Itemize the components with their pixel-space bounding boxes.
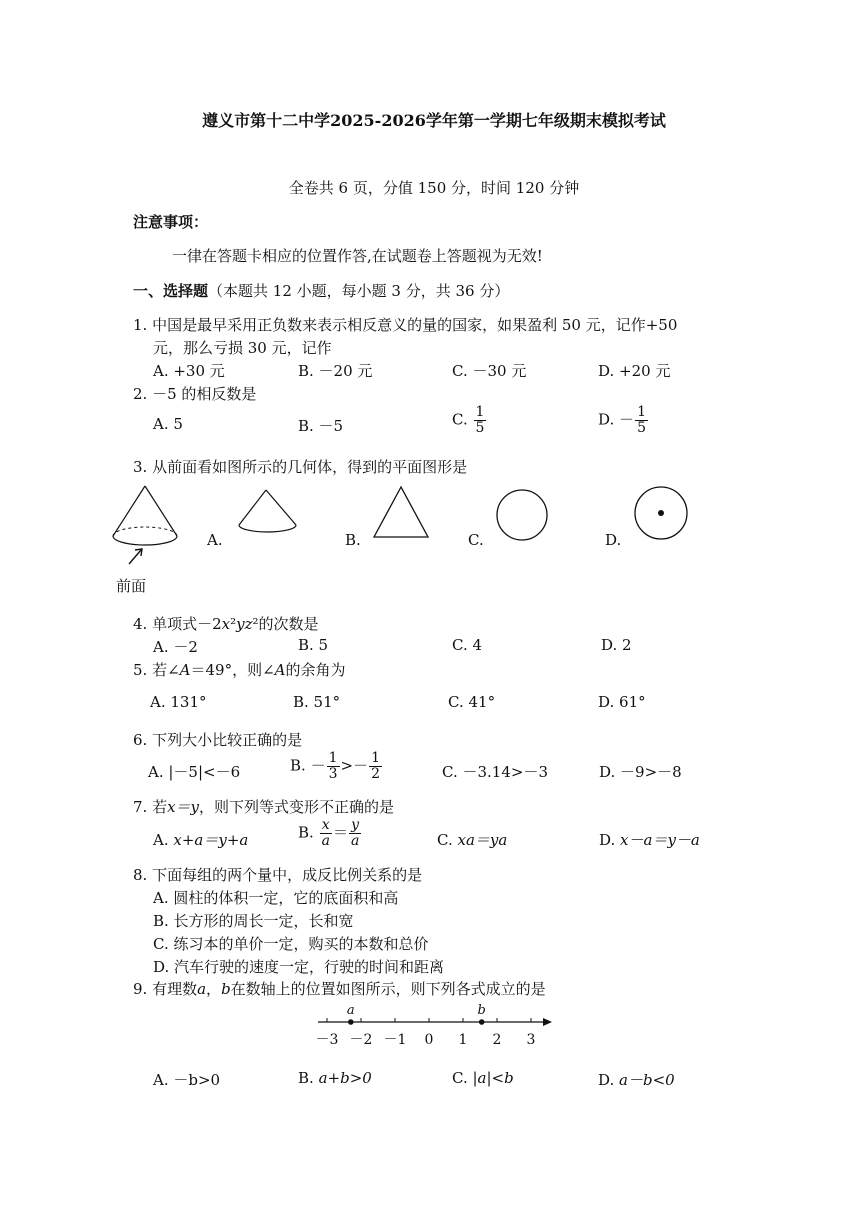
notice-text: 一律在答题卡相应的位置作答,在试题卷上答题视为无效! (172, 247, 543, 265)
section-desc: （本题共 12 小题，每小题 3 分，共 36 分） (208, 282, 510, 300)
fraction-numerator: 1 (328, 750, 338, 766)
exam-info: 全卷共 6 页，分值 150 分，时间 120 分钟 (288, 179, 580, 197)
point-b-label: b (477, 1003, 486, 1018)
page-title: 遵义市第十二中学2025-2026学年第一学期七年级期末模拟考试 (202, 111, 666, 130)
tick-label: 0 (424, 1032, 434, 1048)
q7-equals: ＝ (332, 823, 348, 842)
q1-option-a: A. +30 元 (153, 362, 225, 380)
fraction-numerator: y (351, 817, 360, 833)
q5-stem-post: 的余角为 (285, 661, 346, 679)
arrow-icon (129, 550, 141, 564)
tick-label: －2 (349, 1032, 373, 1048)
q7-fraction-1 (320, 818, 332, 849)
fraction-denominator: 3 (328, 766, 338, 782)
section-name: 一、选择题 (133, 282, 209, 300)
q8-stem: 8. 下面每组的两个量中，成反比例关系的是 (133, 866, 423, 884)
q8-option-d: D. 汽车行驶的速度一定，行驶的时间和距离 (153, 958, 445, 976)
q2-option-d-fraction (635, 405, 648, 436)
q2-option-c-fraction (474, 405, 487, 436)
q1-stem-line1: 1. 中国是最早采用正负数来表示相反意义的量的国家，如果盈利 50 元，记作+50 (133, 316, 678, 334)
q7-option-c-expr: xa＝ya (457, 831, 508, 849)
q8-option-b: B. 长方形的周长一定，长和宽 (153, 912, 354, 930)
q1-stem-line2: 元，那么亏损 30 元，记作 (153, 339, 332, 357)
q4-option-a: A. －2 (153, 638, 198, 656)
q7-option-a (153, 829, 248, 850)
q7-stem-eq: x＝y (167, 798, 200, 816)
q1-option-c: C. －30 元 (452, 362, 527, 380)
q4-exp2: ² (252, 615, 259, 633)
point-b (479, 1019, 485, 1025)
q9-option-c-label: C. (452, 1069, 468, 1087)
q7-option-c (437, 829, 507, 850)
q3-stem: 3. 从前面看如图所示的几何体，得到的平面图形是 (133, 458, 468, 476)
q8-option-c: C. 练习本的单价一定，购买的本数和总价 (153, 935, 429, 953)
q4-stem (133, 613, 319, 634)
q4-option-d: D. 2 (601, 636, 632, 654)
q9-stem-pre: 9. 有理数 (133, 980, 198, 998)
q6-minus: － (310, 756, 326, 775)
q9-option-b (298, 1069, 372, 1087)
q2-option-c-label: C. (452, 410, 468, 429)
q7-fraction-2 (349, 818, 361, 849)
q6-option-d: D. －9>－8 (599, 763, 682, 781)
q2-option-d-label: D. (598, 410, 615, 429)
q4-stem-post: 的次数是 (258, 615, 319, 633)
number-line (300, 998, 570, 1050)
q3-option-a-figure (234, 487, 304, 537)
q6-option-c: C. －3.14>－3 (442, 763, 548, 781)
q9-option-b-label: B. (298, 1069, 314, 1087)
q4-exp1: ² (230, 615, 237, 633)
q7-stem-post: ，则下列等式变形不正确的是 (199, 798, 395, 816)
q7-option-b (298, 818, 362, 849)
fraction-denominator: a (321, 833, 330, 849)
q2-stem: 2. －5 的相反数是 (133, 385, 257, 403)
q9-option-c-expr: |a|<b (472, 1069, 514, 1087)
q7-stem-pre: 7. 若 (133, 798, 168, 816)
q9-option-d-label: D. (598, 1071, 615, 1089)
fraction-denominator: 5 (475, 420, 485, 436)
q3-option-b-label: B. (345, 531, 361, 549)
fraction-numerator: 1 (475, 404, 485, 420)
q3-option-d-label: D. (605, 531, 622, 549)
q3-option-c-label: C. (468, 531, 484, 549)
q7-option-b-label: B. (298, 823, 314, 842)
q2-option-d (598, 405, 649, 436)
q4-option-c: C. 4 (452, 636, 483, 654)
q7-option-a-expr: x+a＝y+a (173, 831, 249, 849)
front-view-label: 前面 (116, 577, 147, 595)
q5-option-d: D. 61° (598, 693, 646, 711)
q4-var-x: x (221, 615, 231, 633)
q4-stem-pre: 4. 单项式－2 (133, 615, 222, 633)
point-a-label: a (346, 1003, 355, 1018)
arrow-icon (543, 1018, 552, 1026)
q5-option-b: B. 51° (293, 693, 341, 711)
q6-option-b-label: B. (290, 756, 306, 775)
q4-option-b: B. 5 (298, 636, 329, 654)
q9-var-a: a (197, 980, 207, 998)
q9-option-d-expr: a－b<0 (619, 1071, 675, 1089)
q9-option-d (598, 1069, 675, 1090)
q9-stem-post: 在数轴上的位置如图所示，则下列各式成立的是 (230, 980, 546, 998)
q2-option-b: B. －5 (298, 417, 344, 435)
q1-option-d: D. +20 元 (598, 362, 671, 380)
q7-option-d-label: D. (599, 831, 616, 849)
q5-stem (133, 659, 346, 680)
q5-var-a2: A (274, 661, 286, 679)
fraction-numerator: 1 (371, 750, 381, 766)
q7-option-d (599, 829, 700, 850)
fraction-denominator: 5 (637, 420, 646, 436)
q5-stem-pre: 5. 若∠ (133, 661, 180, 679)
q9-stem (133, 978, 546, 999)
q3-option-c-figure (494, 488, 552, 544)
tick-label: 2 (492, 1032, 502, 1048)
q3-option-a-label: A. (207, 531, 223, 549)
q4-var-yz: yz (236, 615, 253, 633)
fraction-numerator: 1 (637, 404, 646, 420)
fraction-numerator: x (321, 817, 330, 833)
fraction-denominator: a (350, 833, 360, 849)
q9-var-b: b (221, 980, 231, 998)
q7-option-a-label: A. (153, 831, 169, 849)
q3-option-b-figure (370, 484, 434, 542)
tick-label: 3 (526, 1032, 536, 1048)
tick-label: －1 (383, 1032, 407, 1048)
point-a (348, 1019, 354, 1025)
fraction-denominator: 2 (371, 766, 381, 782)
q5-option-c: C. 41° (448, 693, 496, 711)
q7-option-d-expr: x－a＝y－a (620, 831, 700, 849)
q7-stem (133, 796, 394, 817)
q6-fraction-2 (369, 751, 382, 782)
q5-stem-mid: ＝49°，则∠ (190, 661, 275, 679)
q2-option-d-sign: － (619, 410, 635, 429)
q1-option-b: B. －20 元 (298, 362, 373, 380)
tick-label: 1 (458, 1032, 468, 1048)
q2-option-a: A. 5 (153, 415, 183, 433)
q8-option-a: A. 圆柱的体积一定，它的底面积和高 (153, 889, 399, 907)
q6-option-a: A. |－5|<－6 (148, 763, 241, 781)
q2-option-c (452, 405, 487, 436)
q6-stem: 6. 下列大小比较正确的是 (133, 731, 303, 749)
tick-label: －3 (315, 1032, 339, 1048)
q9-sep: ， (206, 980, 222, 998)
q5-var-a: A (179, 661, 191, 679)
q6-option-b (290, 751, 383, 782)
section-heading (133, 280, 509, 301)
notice-heading: 注意事项： (133, 213, 209, 231)
q6-fraction-1 (327, 751, 340, 782)
q9-option-c (452, 1069, 514, 1087)
q9-option-a: A. －b>0 (153, 1071, 221, 1089)
q9-option-b-expr: a+b>0 (318, 1069, 372, 1087)
q7-option-c-label: C. (437, 831, 453, 849)
q3-option-d-figure (632, 485, 692, 543)
q5-option-a: A. 131° (150, 693, 207, 711)
q6-gt-minus: >－ (340, 756, 369, 775)
cone-figure (105, 482, 185, 572)
